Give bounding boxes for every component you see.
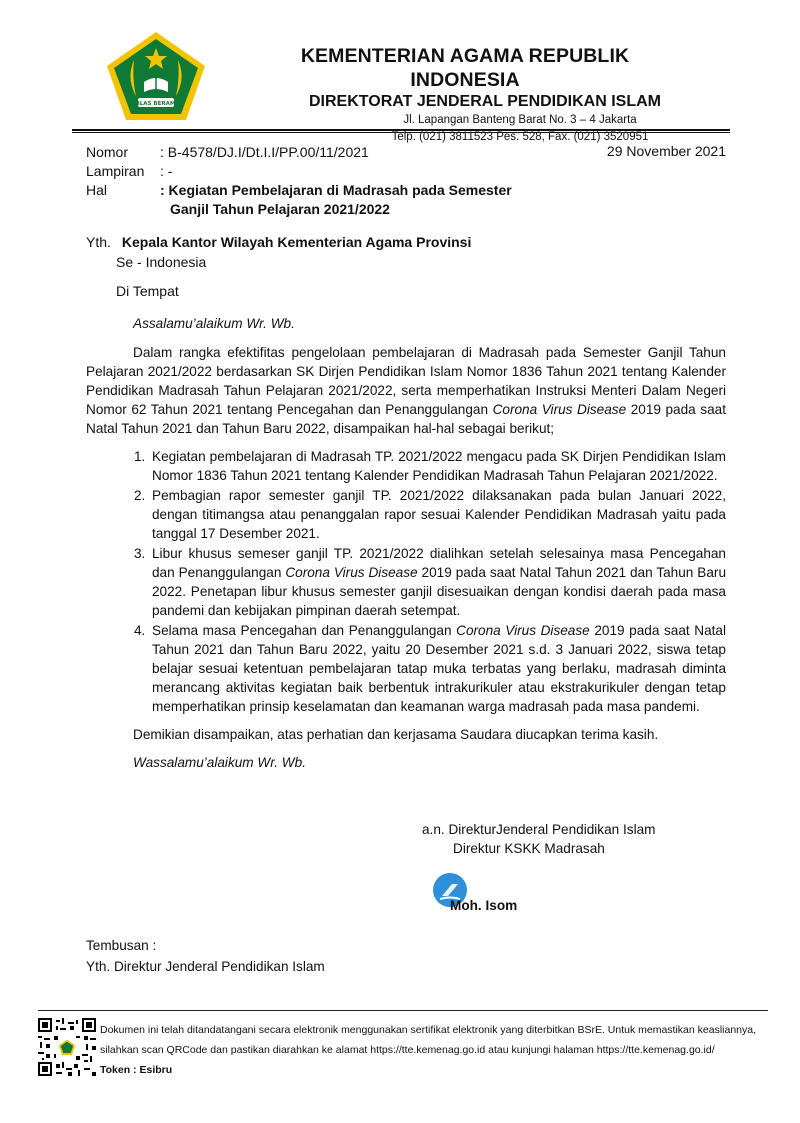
footer-line2: silahkan scan QRCode dan pastikan diarahkan ke alamat https://tte.kemenag.go.id atau kunjungi halaman https://tte.kemenag.go.id/ bbox=[100, 1044, 715, 1056]
list-item: 3. Libur khusus semeser ganjil TP. 2021/2022 dialihkan setelah selesainya masa Pencegahan dan Penanggulangan Corona Virus Disease 2019 pada saat Natal Tahun 2021 dan Tahun Baru 2022. Penetapan libur khusus semester ganjil disesuaikan dengan kondisi daerah pada masa pandemi dan kebijakan pimpinan daerah setempat. bbox=[134, 546, 726, 618]
lampiran-label: Lampiran bbox=[86, 163, 145, 179]
intro-text-b: 2019 pada saat Natal Tahun 2021 dan Tahun Baru 2022, disampaikan hal-hal sebagai berikut; bbox=[86, 402, 726, 436]
kemenag-logo-icon bbox=[104, 30, 208, 122]
signature-line2: Direktur KSKK Madrasah bbox=[453, 841, 605, 856]
footer-token: Token : Esibru bbox=[100, 1064, 173, 1076]
intro-paragraph bbox=[86, 343, 726, 438]
recipient-line bbox=[86, 232, 726, 252]
list-item: 2. Pembagian rapor semester ganjil TP. 2021/2022 dilaksanakan pada bulan Januari 2022, dengan titimangsa atau penanggalan rapor sesuai Kalender Pendidikan Madrasah yaitu pada tanggal 17 Desember 2021. bbox=[134, 488, 726, 541]
recipient-name: Kepala Kantor Wilayah Kementerian Agama Provinsi bbox=[121, 234, 472, 250]
footer-divider bbox=[38, 1010, 768, 1011]
hal-value-line2: Ganjil Tahun Pelajaran 2021/2022 bbox=[170, 201, 390, 217]
letterhead bbox=[0, 0, 800, 143]
greeting: Assalamu’alaikum Wr. Wb. bbox=[133, 316, 295, 331]
signer-name: Moh. Isom bbox=[450, 898, 518, 913]
recipient-place: Di Tempat bbox=[116, 283, 179, 299]
lampiran-value: : - bbox=[160, 163, 173, 179]
closing-text: Demikian disampaikan, atas perhatian dan kerjasama Saudara diucapkan terima kasih. bbox=[133, 727, 659, 742]
footer-note bbox=[100, 1020, 790, 1080]
list-item: 1. Kegiatan pembelajaran di Madrasah TP. 2021/2022 mengacu pada SK Dirjen Pendidikan Islam Nomor 1836 Tahun 2021 tentang Kalender Pendidikan Madrasah Tahun Pelajaran 2021/2022. bbox=[134, 449, 726, 483]
letter-body bbox=[86, 314, 726, 772]
cc-label: Tembusan : bbox=[86, 938, 157, 953]
ministry-name: KEMENTERIAN AGAMA REPUBLIK INDONESIA bbox=[300, 45, 630, 91]
signature-block bbox=[422, 820, 722, 858]
meta-lampiran bbox=[86, 162, 726, 181]
signature-line1: a.n. DirekturJenderal Pendidikan Islam bbox=[422, 822, 656, 837]
yth-label: Yth. bbox=[86, 234, 111, 250]
letter-meta bbox=[86, 143, 726, 219]
phone: Telp. (021) 3811523 Pes. 528, Fax. (021) 3520951 bbox=[391, 131, 649, 143]
intro-italic: Corona Virus Disease bbox=[492, 402, 627, 417]
intro-text-a: Dalam rangka efektifitas pengelolaan pembelajaran di Madrasah pada Semester Ganjil Tahun Pelajaran 2021/2022 berdasarkan SK Dirjen Pendidikan Islam Nomor 1836 Tahun 2021 tentang Kalender Pendidikan Madrasah Tahun Pelajaran 2021/2022, serta memperhatikan Instruksi Menteri Dalam Negeri Nomor 62 Tahun 2021 tentang Pencegahan dan Penanggulangan bbox=[86, 345, 726, 417]
recipient-area: Se - Indonesia bbox=[116, 254, 207, 270]
points-list bbox=[86, 447, 726, 716]
directorate-name: DIREKTORAT JENDERAL PENDIDIKAN ISLAM bbox=[308, 93, 662, 110]
meta-hal bbox=[86, 181, 726, 219]
header-divider-thin bbox=[72, 132, 730, 133]
letter-date: 29 November 2021 bbox=[606, 143, 726, 159]
farewell: Wassalamu’alaikum Wr. Wb. bbox=[133, 755, 306, 770]
footer-line1: Dokumen ini telah ditandatangani secara elektronik menggunakan sertifikat elektronik yang diterbitkan BSrE. Untuk memastikan keasliannya, bbox=[100, 1024, 757, 1036]
svg-text:IKHLAS BERAMAL: IKHLAS BERAMAL bbox=[128, 101, 184, 107]
header-divider bbox=[72, 129, 730, 131]
hal-label: Hal bbox=[86, 182, 108, 198]
cc-block bbox=[86, 935, 325, 977]
hal-value bbox=[160, 181, 726, 219]
cc-item: Yth. Direktur Jenderal Pendidikan Islam bbox=[86, 959, 325, 974]
nomor-value: : B-4578/DJ.I/Dt.I.I/PP.00/11/2021 bbox=[160, 144, 369, 160]
qr-code-icon[interactable] bbox=[38, 1018, 96, 1076]
list-item: 4. Selama masa Pencegahan dan Penanggulangan Corona Virus Disease 2019 pada saat Natal Tahun 2021 dan Tahun Baru 2022, yaitu 20 Desember 2021 s.d. 3 Januari 2022, siswa tetap belajar sesuai ketentuan pembelajaran tatap muka terbatas yang berlaku, madrasah diminta merancang aktivitas kegiatan baik berbentuk intrakurikuler atau ekstrakurikuler dengan tetap memperhatikan prinsip keselamatan dan keamanan warga madrasah pada masa pandemi. bbox=[134, 623, 727, 714]
recipient bbox=[86, 232, 726, 301]
address: Jl. Lapangan Banteng Barat No. 3 – 4 Jakarta bbox=[403, 114, 637, 126]
hal-value-line1: : Kegiatan Pembelajaran di Madrasah pada Semester bbox=[160, 182, 512, 198]
nomor-label: Nomor bbox=[86, 144, 129, 160]
